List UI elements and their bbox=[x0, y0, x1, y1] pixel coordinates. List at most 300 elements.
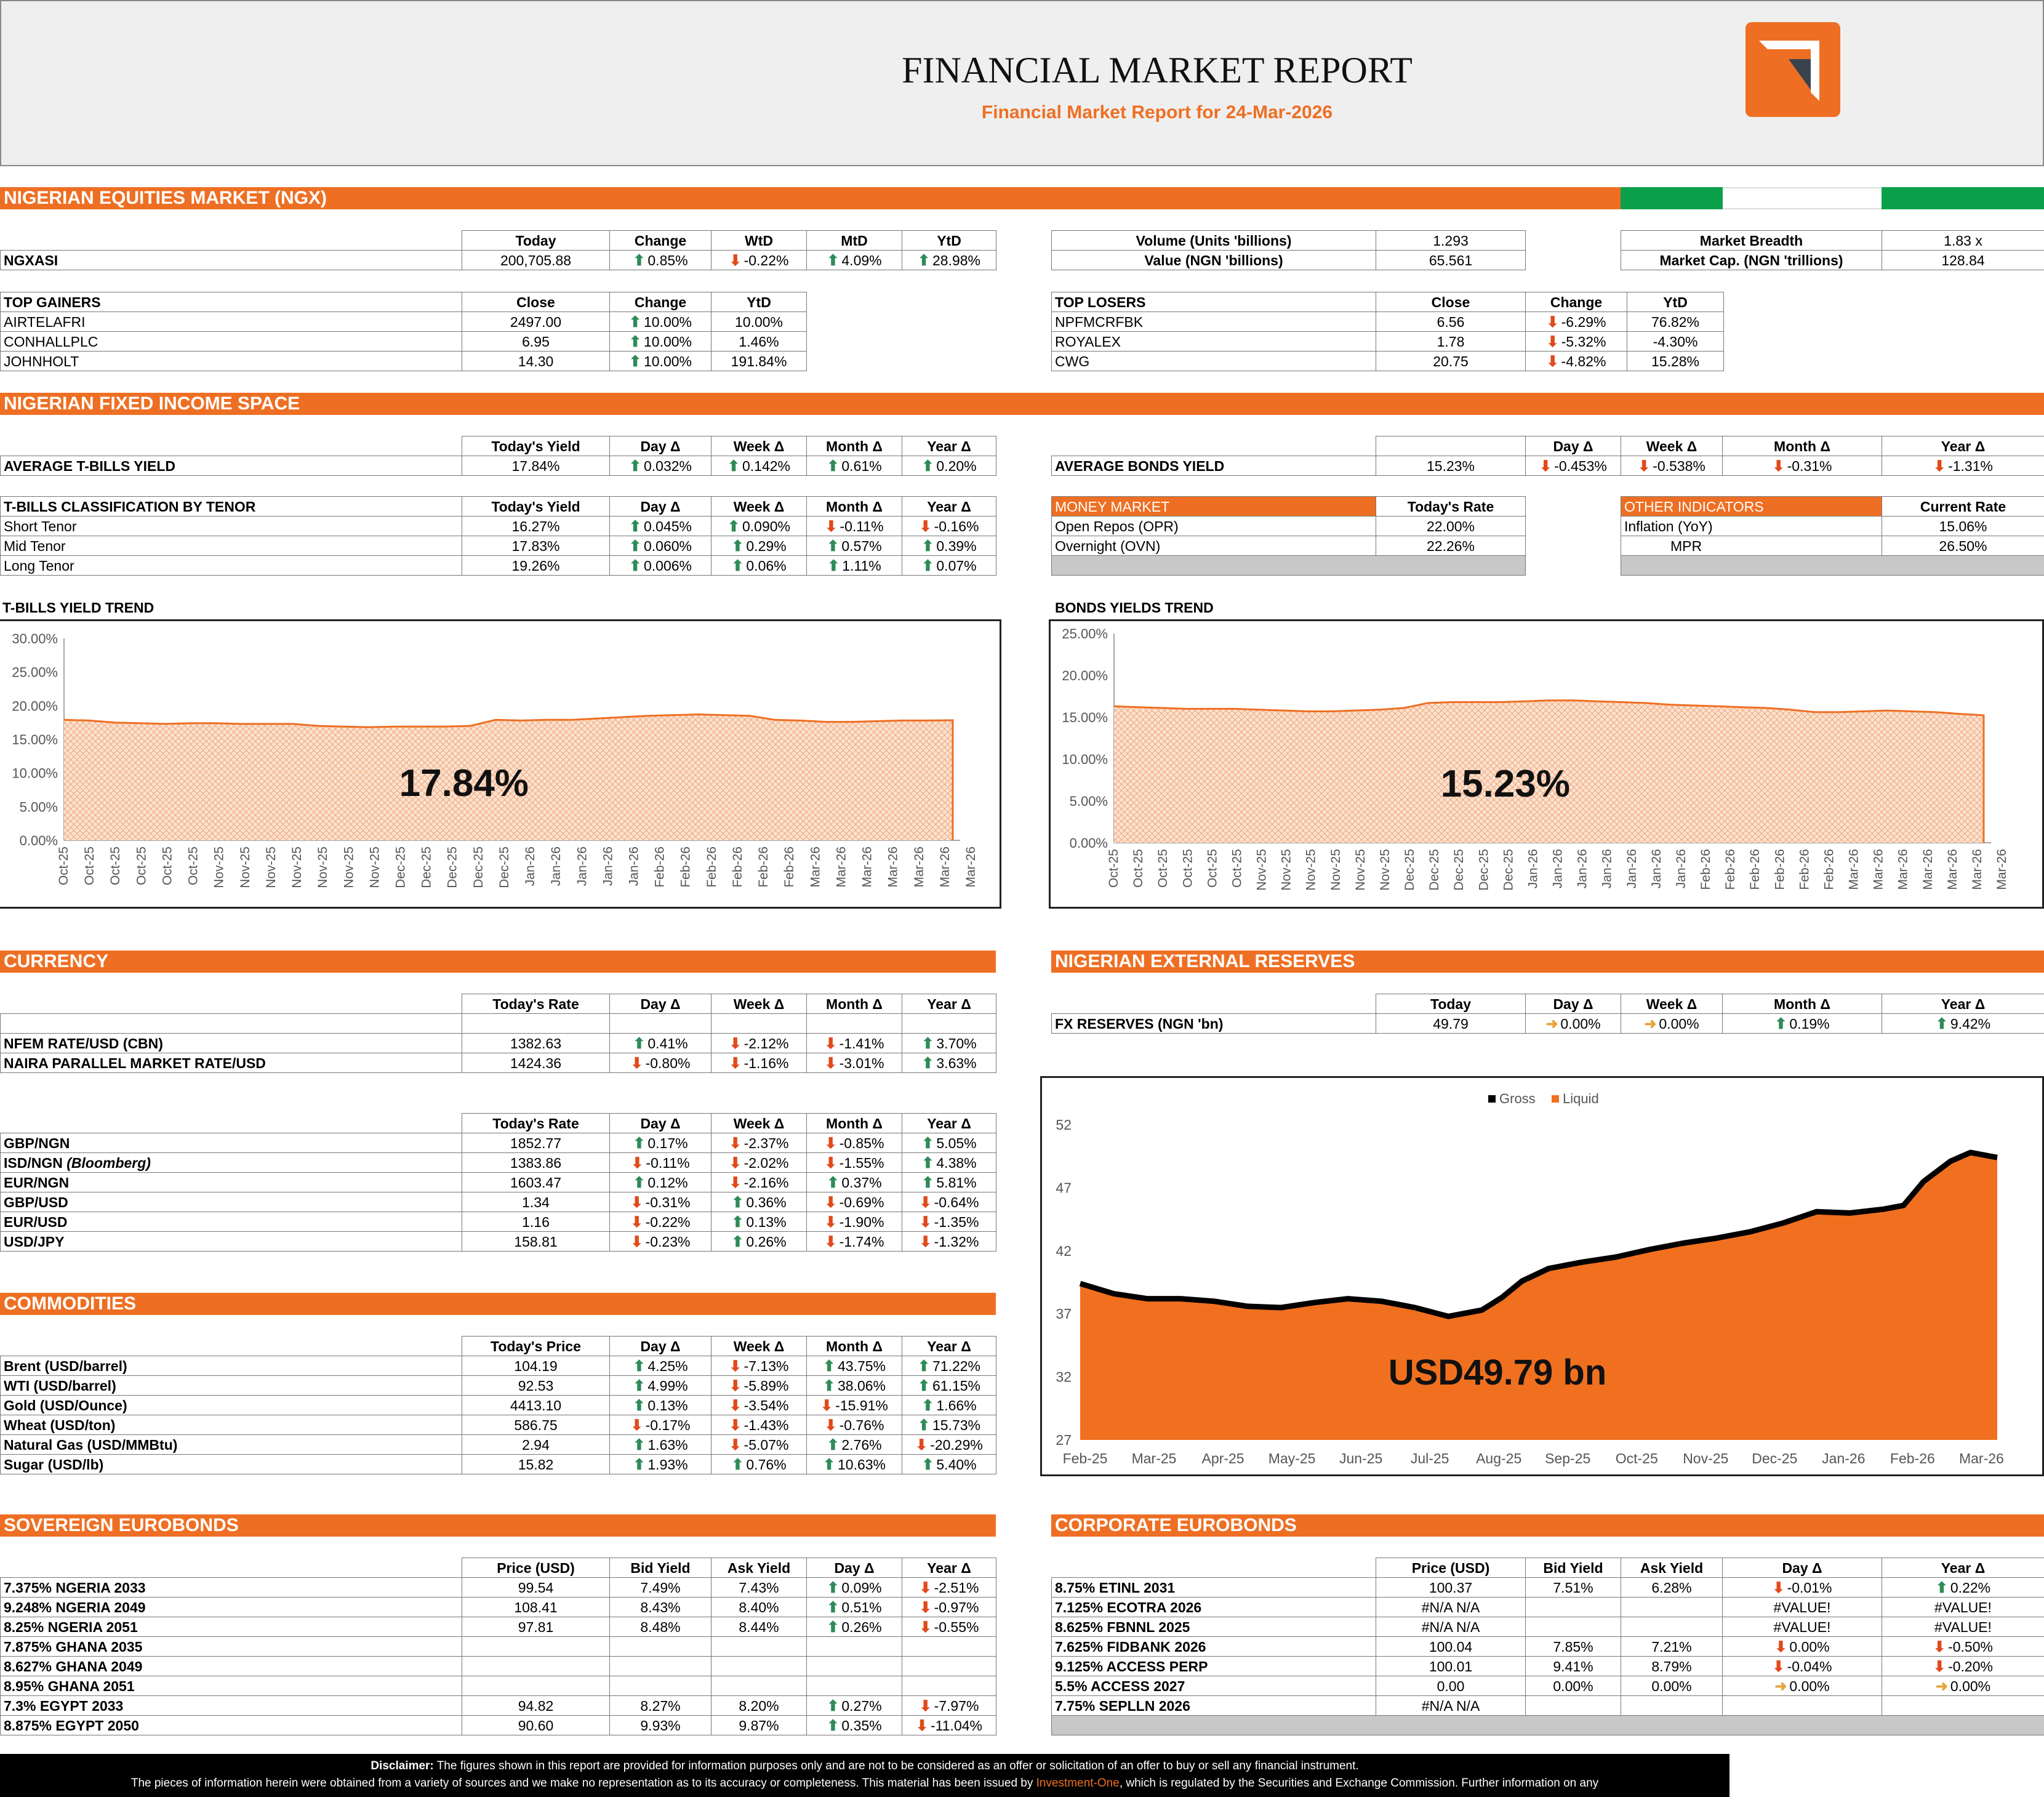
arrow-up-icon: ⬆ bbox=[827, 1697, 840, 1715]
disclaimer-label: Disclaimer: bbox=[371, 1759, 434, 1772]
row-label: Short Tenor bbox=[1, 517, 462, 536]
row-label: Brent (USD/barrel) bbox=[1, 1356, 462, 1376]
x-tick-label: Mar-26 bbox=[834, 846, 849, 888]
y-tick-label: 10.00% bbox=[12, 765, 58, 781]
arrow-down-icon: ⬇ bbox=[729, 1417, 742, 1434]
table-row bbox=[1, 1598, 996, 1617]
bond-price: 0.00 bbox=[1376, 1676, 1526, 1696]
ovn-label: Overnight (OVN) bbox=[1052, 536, 1376, 556]
row-change bbox=[711, 1133, 807, 1153]
row-change bbox=[807, 1232, 902, 1252]
stock-close: 2497.00 bbox=[462, 312, 610, 332]
y-tick-label: 27 bbox=[1056, 1432, 1072, 1448]
y-tick-label: 20.00% bbox=[12, 698, 58, 714]
change-value: 4.99% bbox=[647, 1377, 688, 1394]
change-value: -3.54% bbox=[743, 1397, 789, 1413]
change-value: 0.07% bbox=[936, 557, 977, 574]
bond-ask: 8.20% bbox=[711, 1696, 807, 1716]
change-value: 0.13% bbox=[746, 1213, 787, 1230]
arrow-up-icon: ⬆ bbox=[917, 1377, 931, 1394]
row-label: Mid Tenor bbox=[1, 536, 462, 556]
liquid-area bbox=[1080, 1152, 1997, 1440]
fx-reserves-today: 49.79 bbox=[1376, 1014, 1526, 1034]
bond-bid bbox=[610, 1676, 711, 1696]
arrow-up-icon: ⬆ bbox=[921, 1397, 934, 1414]
table-row bbox=[1052, 1598, 2044, 1617]
stock-change bbox=[610, 332, 711, 352]
change-value: 0.090% bbox=[742, 518, 790, 534]
bond-year-change bbox=[1882, 1598, 2044, 1617]
col-header: Year Δ bbox=[1882, 436, 2044, 456]
x-tick-label: Jan-26 bbox=[1526, 849, 1541, 889]
col-header: Current Rate bbox=[1882, 497, 2044, 517]
change-value: 0.36% bbox=[746, 1194, 787, 1210]
arrow-down-icon: ⬇ bbox=[919, 518, 932, 535]
ngxasi-mtd bbox=[807, 251, 902, 270]
mpr-label: MPR bbox=[1621, 536, 1882, 556]
arrow-down-icon: ⬇ bbox=[919, 1233, 932, 1250]
x-tick-label: Oct-25 bbox=[82, 846, 97, 886]
x-tick-label: Nov-25 bbox=[212, 846, 226, 888]
change-value: 5.81% bbox=[936, 1174, 977, 1191]
change-value: 0.22% bbox=[1950, 1579, 1991, 1596]
arrow-down-icon: ⬇ bbox=[1546, 313, 1559, 331]
col-header: Week Δ bbox=[711, 1337, 807, 1356]
bond-day-change bbox=[807, 1716, 902, 1735]
other-indicators-table bbox=[1621, 496, 2044, 576]
arrow-down-icon: ⬇ bbox=[1539, 457, 1552, 475]
col-header: Year Δ bbox=[902, 1114, 996, 1133]
x-tick-label: Feb-25 bbox=[1062, 1450, 1108, 1466]
arrow-up-icon: ⬆ bbox=[633, 1436, 646, 1453]
x-tick-label: Oct-25 bbox=[134, 846, 149, 886]
col-header: Day Δ bbox=[610, 1114, 711, 1133]
bond-ask: 9.87% bbox=[711, 1716, 807, 1735]
bond-day-change bbox=[807, 1657, 902, 1676]
arrow-right-icon: ➜ bbox=[1774, 1678, 1787, 1695]
row-change bbox=[807, 1212, 902, 1232]
table-row bbox=[1, 1415, 996, 1435]
opr-label: Open Repos (OPR) bbox=[1052, 517, 1376, 536]
x-tick-label: Mar-25 bbox=[1131, 1450, 1177, 1466]
arrow-down-icon: ⬇ bbox=[1546, 333, 1559, 350]
change-value: -0.31% bbox=[1787, 457, 1832, 474]
fx-cross-rates-table bbox=[0, 1113, 996, 1252]
arrow-down-icon: ⬇ bbox=[915, 1436, 928, 1453]
row-value: 1603.47 bbox=[462, 1173, 610, 1192]
commodities-table bbox=[0, 1336, 996, 1474]
table-row bbox=[1, 1396, 996, 1415]
change-value: -0.55% bbox=[934, 1618, 979, 1635]
row-change bbox=[610, 1435, 711, 1455]
stock-change bbox=[610, 312, 711, 332]
arrow-down-icon: ⬇ bbox=[729, 1055, 742, 1072]
arrow-right-icon: ➜ bbox=[1545, 1015, 1558, 1032]
bond-year-change bbox=[1882, 1657, 2044, 1676]
arrow-down-icon: ⬇ bbox=[824, 1154, 837, 1172]
change-value: 0.142% bbox=[742, 457, 790, 474]
stock-change bbox=[1526, 332, 1627, 352]
arrow-up-icon: ⬆ bbox=[633, 1174, 646, 1191]
col-header: Year Δ bbox=[902, 1558, 996, 1578]
x-tick-label: Dec-25 bbox=[419, 846, 434, 888]
arrow-up-icon: ⬆ bbox=[628, 313, 642, 331]
bond-name: 7.375% NGERIA 2033 bbox=[1, 1578, 462, 1598]
fx-reserves-label: FX RESERVES (NGN 'bn) bbox=[1052, 1014, 1376, 1034]
arrow-up-icon: ⬆ bbox=[917, 1417, 931, 1434]
y-tick-label: 15.00% bbox=[1062, 710, 1108, 725]
col-header: Year Δ bbox=[1882, 994, 2044, 1014]
row-change bbox=[902, 1133, 996, 1153]
arrow-down-icon: ⬇ bbox=[825, 518, 838, 535]
volume-table bbox=[1051, 230, 1526, 270]
row-label: NAIRA PARALLEL MARKET RATE/USD bbox=[1, 1053, 462, 1073]
opr-rate: 22.00% bbox=[1376, 517, 1526, 536]
change-value: 5.05% bbox=[936, 1135, 977, 1151]
row-change bbox=[807, 1053, 902, 1073]
table-row bbox=[1, 1356, 996, 1376]
section-currency-header: CURRENCY bbox=[0, 951, 996, 973]
row-change bbox=[610, 1053, 711, 1073]
x-tick-label: Mar-26 bbox=[1995, 849, 2009, 890]
col-header: YtD bbox=[1627, 292, 1724, 312]
bond-day-change bbox=[1723, 1617, 1882, 1637]
x-tick-label: Nov-25 bbox=[1377, 849, 1392, 891]
bonds-day bbox=[1526, 456, 1621, 476]
flag-green-right bbox=[1882, 187, 2044, 209]
legend-gross-label: Gross bbox=[1499, 1091, 1536, 1106]
change-value: 3.63% bbox=[936, 1055, 977, 1071]
bond-day-change bbox=[1723, 1696, 1882, 1716]
bond-ask: 6.28% bbox=[1621, 1578, 1723, 1598]
arrow-down-icon: ⬇ bbox=[919, 1213, 932, 1231]
x-tick-label: Mar-26 bbox=[860, 846, 875, 888]
change-value: -0.80% bbox=[645, 1055, 691, 1071]
table-row bbox=[1052, 1696, 2044, 1716]
bond-price: 100.01 bbox=[1376, 1657, 1526, 1676]
table-row bbox=[1, 1435, 996, 1455]
change-value: 2.76% bbox=[841, 1436, 882, 1453]
change-value: -2.16% bbox=[743, 1174, 789, 1191]
change-value: 0.12% bbox=[647, 1174, 688, 1191]
arrow-down-icon: ⬇ bbox=[729, 252, 742, 269]
x-tick-label: Nov-25 bbox=[1353, 849, 1368, 891]
section-reserves-header: NIGERIAN EXTERNAL RESERVES bbox=[1051, 951, 2044, 973]
arrow-up-icon: ⬆ bbox=[822, 1377, 836, 1394]
x-tick-label: May-25 bbox=[1268, 1450, 1316, 1466]
arrow-down-icon: ⬇ bbox=[729, 1397, 742, 1414]
x-tick-label: Jan-26 bbox=[1624, 849, 1639, 889]
arrow-down-icon: ⬇ bbox=[919, 1194, 932, 1211]
x-tick-label: Feb-26 bbox=[1699, 849, 1713, 890]
table-row bbox=[1052, 332, 1724, 352]
x-tick-label: Feb-26 bbox=[730, 846, 745, 888]
table-row bbox=[1, 1153, 996, 1173]
tbill-yield-chart bbox=[0, 621, 1000, 907]
table-row bbox=[1, 1578, 996, 1598]
y-tick-label: 5.00% bbox=[1069, 794, 1108, 809]
brand-logo bbox=[1745, 22, 1840, 117]
bond-name: 8.75% ETINL 2031 bbox=[1052, 1578, 1376, 1598]
col-header: Today's Rate bbox=[462, 1114, 610, 1133]
row-change bbox=[711, 1435, 807, 1455]
col-header: Price (USD) bbox=[1376, 1558, 1526, 1578]
arrow-up-icon: ⬆ bbox=[628, 557, 642, 574]
bond-ask bbox=[711, 1657, 807, 1676]
col-header: Week Δ bbox=[1621, 436, 1723, 456]
bond-ask: 8.79% bbox=[1621, 1657, 1723, 1676]
arrow-down-icon: ⬇ bbox=[630, 1213, 643, 1231]
arrow-down-icon: ⬇ bbox=[824, 1417, 837, 1434]
stock-name: CONHALLPLC bbox=[1, 332, 462, 352]
bond-bid bbox=[1526, 1696, 1621, 1716]
x-tick-label: Feb-26 bbox=[678, 846, 693, 888]
bond-price bbox=[462, 1676, 610, 1696]
arrow-down-icon: ⬇ bbox=[630, 1417, 643, 1434]
table-row bbox=[1, 517, 996, 536]
firm-name-link[interactable]: Investment-One bbox=[1036, 1777, 1120, 1790]
x-tick-label: Oct-25 bbox=[1156, 849, 1171, 888]
gainers-title: TOP GAINERS bbox=[1, 292, 462, 312]
bond-bid: 8.27% bbox=[610, 1696, 711, 1716]
table-row bbox=[1052, 1578, 2044, 1598]
ngxasi-change bbox=[610, 251, 711, 270]
x-tick-label: Nov-25 bbox=[1683, 1450, 1729, 1466]
x-tick-label: Dec-25 bbox=[1403, 849, 1417, 891]
table-row bbox=[1, 556, 996, 576]
arrow-up-icon: ⬆ bbox=[628, 518, 642, 535]
change-value: -0.11% bbox=[840, 518, 884, 534]
table-row bbox=[1052, 1637, 2044, 1657]
arrow-down-icon: ⬇ bbox=[630, 1194, 643, 1211]
arrow-up-icon: ⬆ bbox=[628, 333, 642, 350]
x-tick-label: Feb-26 bbox=[1797, 849, 1812, 890]
arrow-up-icon: ⬆ bbox=[633, 1397, 646, 1414]
bonds-month bbox=[1723, 456, 1882, 476]
row-change bbox=[610, 1133, 711, 1153]
stock-name: JOHNHOLT bbox=[1, 352, 462, 371]
arrow-down-icon: ⬇ bbox=[729, 1154, 742, 1172]
change-value: 0.85% bbox=[647, 252, 688, 268]
x-tick-label: Nov-25 bbox=[1254, 849, 1269, 891]
x-tick-label: Jan-26 bbox=[601, 846, 615, 886]
row-change bbox=[711, 1356, 807, 1376]
volume-label: Volume (Units 'billions) bbox=[1052, 231, 1376, 251]
row-label: Gold (USD/Ounce) bbox=[1, 1396, 462, 1415]
row-label: Natural Gas (USD/MMBtu) bbox=[1, 1435, 462, 1455]
row-change bbox=[610, 1415, 711, 1435]
row-change bbox=[902, 1034, 996, 1053]
change-value: 1.63% bbox=[647, 1436, 688, 1453]
row-label-text: ISD/NGN bbox=[4, 1154, 67, 1171]
bond-name: 8.95% GHANA 2051 bbox=[1, 1676, 462, 1696]
change-value: -1.35% bbox=[934, 1213, 979, 1230]
change-value: -0.85% bbox=[839, 1135, 884, 1151]
table-row bbox=[1052, 312, 1724, 332]
top-gainers-table bbox=[0, 292, 807, 371]
bond-year-change bbox=[902, 1657, 996, 1676]
inflation-label: Inflation (YoY) bbox=[1621, 517, 1882, 536]
arrow-up-icon: ⬆ bbox=[827, 1599, 840, 1616]
change-value: -5.32% bbox=[1561, 333, 1606, 350]
arrow-up-icon: ⬆ bbox=[827, 252, 840, 269]
col-header: Change bbox=[610, 292, 711, 312]
table-row bbox=[1, 1192, 996, 1212]
tbills-day bbox=[610, 456, 711, 476]
arrow-down-icon: ⬇ bbox=[631, 1154, 644, 1172]
arrow-down-icon: ⬇ bbox=[630, 1055, 643, 1072]
col-header: Day Δ bbox=[610, 994, 711, 1014]
change-value: -1.41% bbox=[839, 1035, 884, 1051]
tbills-avg-yield: 17.84% bbox=[462, 456, 610, 476]
bond-price: 100.37 bbox=[1376, 1578, 1526, 1598]
col-header: Month Δ bbox=[807, 436, 902, 456]
row-change bbox=[807, 536, 902, 556]
bond-ask: 7.43% bbox=[711, 1578, 807, 1598]
bond-day-change bbox=[807, 1637, 902, 1657]
change-value: -1.90% bbox=[839, 1213, 884, 1230]
stock-ytd: 10.00% bbox=[711, 312, 807, 332]
row-change bbox=[610, 1173, 711, 1192]
bond-price: 100.04 bbox=[1376, 1637, 1526, 1657]
table-row bbox=[1, 1637, 996, 1657]
x-tick-label: Nov-25 bbox=[290, 846, 305, 888]
fx-reserves-week bbox=[1621, 1014, 1723, 1034]
col-header: Day Δ bbox=[610, 436, 711, 456]
change-value: -5.07% bbox=[743, 1436, 789, 1453]
bond-year-change bbox=[902, 1696, 996, 1716]
change-value: 1.66% bbox=[936, 1397, 977, 1413]
bond-name: 7.875% GHANA 2035 bbox=[1, 1637, 462, 1657]
row-change bbox=[902, 536, 996, 556]
row-change bbox=[610, 1455, 711, 1474]
col-header: Ask Yield bbox=[1621, 1558, 1723, 1578]
arrow-up-icon: ⬆ bbox=[921, 1055, 934, 1072]
mpr-value: 26.50% bbox=[1882, 536, 2044, 556]
bond-name: 7.625% FIDBANK 2026 bbox=[1052, 1637, 1376, 1657]
row-value: 19.26% bbox=[462, 556, 610, 576]
arrow-down-icon: ⬇ bbox=[1772, 1658, 1785, 1675]
bond-ask: 7.21% bbox=[1621, 1637, 1723, 1657]
row-change bbox=[902, 1153, 996, 1173]
bond-ask: 0.00% bbox=[1621, 1676, 1723, 1696]
sovereign-eurobonds-table bbox=[0, 1558, 996, 1735]
x-tick-label: Sep-25 bbox=[1545, 1450, 1591, 1466]
row-change bbox=[711, 1173, 807, 1192]
row-change bbox=[610, 536, 711, 556]
bond-price: 97.81 bbox=[462, 1617, 610, 1637]
row-change bbox=[711, 1415, 807, 1435]
row-change bbox=[902, 517, 996, 536]
table-row bbox=[1, 1053, 996, 1073]
stock-name: CWG bbox=[1052, 352, 1376, 371]
arrow-up-icon: ⬆ bbox=[921, 1456, 934, 1473]
arrow-down-icon: ⬇ bbox=[919, 1618, 932, 1636]
row-change bbox=[807, 1376, 902, 1396]
change-value: -0.76% bbox=[839, 1417, 884, 1433]
change-value: -0.50% bbox=[1948, 1638, 1993, 1655]
logo-mark-icon bbox=[1745, 22, 1840, 117]
arrow-up-icon: ⬆ bbox=[917, 1357, 931, 1375]
row-label: EUR/USD bbox=[1, 1212, 462, 1232]
bond-ask bbox=[1621, 1598, 1723, 1617]
chart-legend bbox=[1488, 1091, 1599, 1106]
bond-ask bbox=[1621, 1696, 1723, 1716]
change-value: -3.01% bbox=[839, 1055, 884, 1071]
x-tick-label: Nov-25 bbox=[263, 846, 278, 888]
table-row bbox=[1, 1716, 996, 1735]
row-change bbox=[610, 517, 711, 536]
bond-year-change bbox=[1882, 1617, 2044, 1637]
arrow-up-icon: ⬆ bbox=[633, 252, 646, 269]
change-value: 3.70% bbox=[936, 1035, 977, 1051]
bond-name: 9.248% NGERIA 2049 bbox=[1, 1598, 462, 1617]
row-change bbox=[807, 1356, 902, 1376]
arrow-down-icon: ⬇ bbox=[729, 1174, 742, 1191]
col-header: YtD bbox=[902, 231, 996, 251]
arrow-up-icon: ⬆ bbox=[921, 1154, 934, 1172]
bonds-week bbox=[1621, 456, 1723, 476]
row-change bbox=[610, 1396, 711, 1415]
col-header: Today's Price bbox=[462, 1337, 610, 1356]
flag-white bbox=[1723, 187, 1882, 209]
change-value: -2.02% bbox=[743, 1154, 789, 1171]
bond-yield-chart bbox=[1051, 621, 2042, 907]
col-header: Year Δ bbox=[902, 1337, 996, 1356]
row-label: WTI (USD/barrel) bbox=[1, 1376, 462, 1396]
arrow-down-icon: ⬇ bbox=[729, 1436, 742, 1453]
col-header: Month Δ bbox=[807, 497, 902, 517]
corporate-eurobonds-table bbox=[1051, 1558, 2044, 1735]
bond-year-change bbox=[902, 1617, 996, 1637]
arrow-up-icon: ⬆ bbox=[633, 1357, 646, 1375]
change-value: 0.00% bbox=[1950, 1678, 1991, 1694]
x-tick-label: Oct-25 bbox=[1205, 849, 1220, 888]
change-value: 0.17% bbox=[647, 1135, 688, 1151]
arrow-up-icon: ⬆ bbox=[731, 1194, 744, 1211]
arrow-up-icon: ⬆ bbox=[921, 1035, 934, 1052]
arrow-down-icon: ⬇ bbox=[1772, 457, 1785, 475]
change-value: 15.73% bbox=[932, 1417, 980, 1433]
arrow-right-icon: ➜ bbox=[1935, 1678, 1948, 1695]
row-value: 1852.77 bbox=[462, 1133, 610, 1153]
change-value: #VALUE! bbox=[1773, 1599, 1831, 1615]
row-label: Sugar (USD/lb) bbox=[1, 1455, 462, 1474]
change-value: 9.42% bbox=[1950, 1015, 1991, 1032]
col-header: Month Δ bbox=[1723, 994, 1882, 1014]
arrow-down-icon: ⬇ bbox=[919, 1697, 932, 1715]
market-cap-label: Market Cap. (NGN 'trillions) bbox=[1621, 251, 1882, 270]
row-change bbox=[711, 517, 807, 536]
row-change bbox=[902, 1212, 996, 1232]
y-tick-label: 0.00% bbox=[19, 833, 58, 848]
row-change bbox=[711, 1153, 807, 1173]
bond-name: 7.75% SEPLLN 2026 bbox=[1052, 1696, 1376, 1716]
col-header: Day Δ bbox=[1526, 436, 1621, 456]
table-row bbox=[1, 1696, 996, 1716]
arrow-down-icon: ⬇ bbox=[630, 1233, 643, 1250]
bond-price: 108.41 bbox=[462, 1598, 610, 1617]
bond-year-change bbox=[902, 1598, 996, 1617]
row-change bbox=[807, 1396, 902, 1415]
row-label: Wheat (USD/ton) bbox=[1, 1415, 462, 1435]
losers-title: TOP LOSERS bbox=[1052, 292, 1376, 312]
x-tick-label: Dec-25 bbox=[1752, 1450, 1798, 1466]
arrow-down-icon: ⬇ bbox=[1933, 1658, 1946, 1675]
arrow-up-icon: ⬆ bbox=[921, 1174, 934, 1191]
table-row bbox=[1052, 1657, 2044, 1676]
row-label: USD/JPY bbox=[1, 1232, 462, 1252]
